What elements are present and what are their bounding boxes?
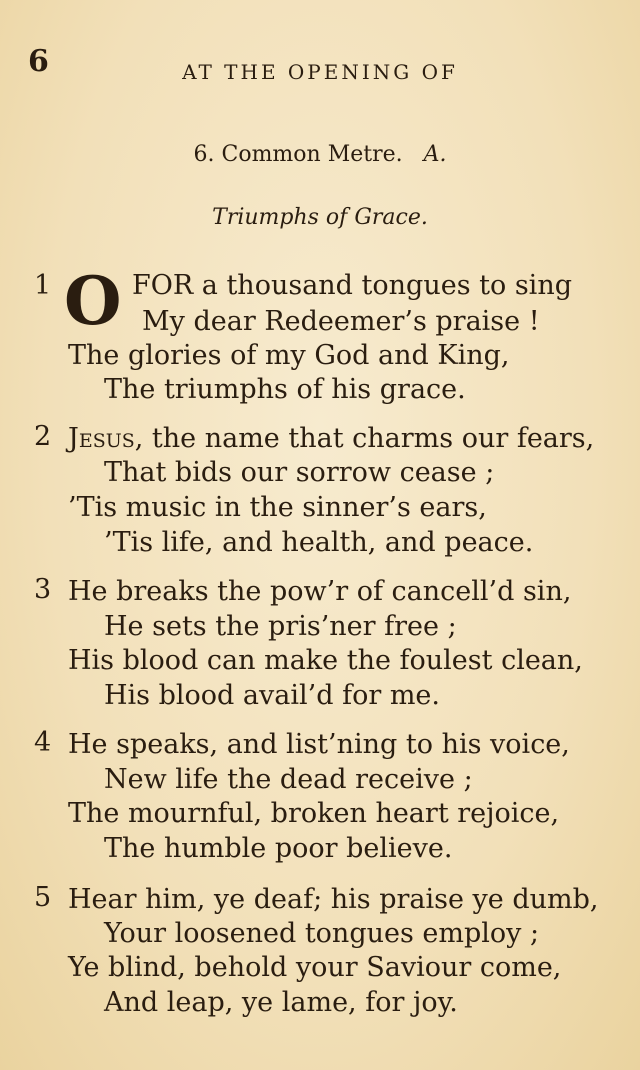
verse-line: Ye blind, behold your Saviour come, [68, 952, 562, 983]
verse-line: He sets the pris’ner free ; [104, 611, 457, 642]
verse-line: FOR a thousand tongues to sing [132, 270, 572, 301]
verse-number: 3 [34, 574, 52, 605]
hymn-number: 6. [193, 142, 215, 167]
verse-line: And leap, ye lame, for joy. [104, 987, 458, 1018]
verse-line: His blood avail’d for me. [104, 680, 440, 711]
verse-line: He breaks the pow’r of cancell’d sin, [68, 576, 572, 607]
hymn-title: Triumphs of Grace. [212, 205, 428, 230]
verse-line: The humble poor believe. [104, 833, 453, 864]
verse-line: The glories of my God and King, [68, 340, 510, 371]
verse-first-word: Jesus, [68, 423, 144, 454]
verse-line: ’Tis music in the sinner’s ears, [68, 492, 487, 523]
verse-line: That bids our sorrow cease ; [104, 457, 495, 488]
hymn-metre: Common Metre. [221, 142, 403, 167]
hymn-meta [0, 142, 640, 167]
verse-line: His blood can make the foulest clean, [68, 645, 583, 676]
verse-line: He speaks, and list’ning to his voice, [68, 729, 570, 760]
verse-line: New life the dead receive ; [104, 764, 473, 795]
verse-number: 2 [34, 421, 52, 452]
verse-line: My dear Redeemer’s praise ! [142, 306, 540, 337]
verse-line: ’Tis life, and health, and peace. [104, 527, 534, 558]
hymn-key: A. [423, 142, 447, 167]
drop-cap: O [64, 262, 122, 340]
verse-number: 1 [34, 270, 52, 301]
page-number: 6 [28, 44, 49, 79]
running-head: AT THE OPENING OF [182, 60, 458, 84]
verse-number: 4 [34, 727, 52, 758]
verse-line: Your loosened tongues employ ; [104, 918, 540, 949]
verse-line: Jesus, the name that charms our fears, [68, 423, 595, 454]
verse-number: 5 [34, 882, 52, 913]
verse-line: The mournful, broken heart rejoice, [68, 798, 560, 829]
verse-line: Hear him, ye deaf; his praise ye dumb, [68, 884, 599, 915]
verse-line: The triumphs of his grace. [104, 374, 466, 405]
